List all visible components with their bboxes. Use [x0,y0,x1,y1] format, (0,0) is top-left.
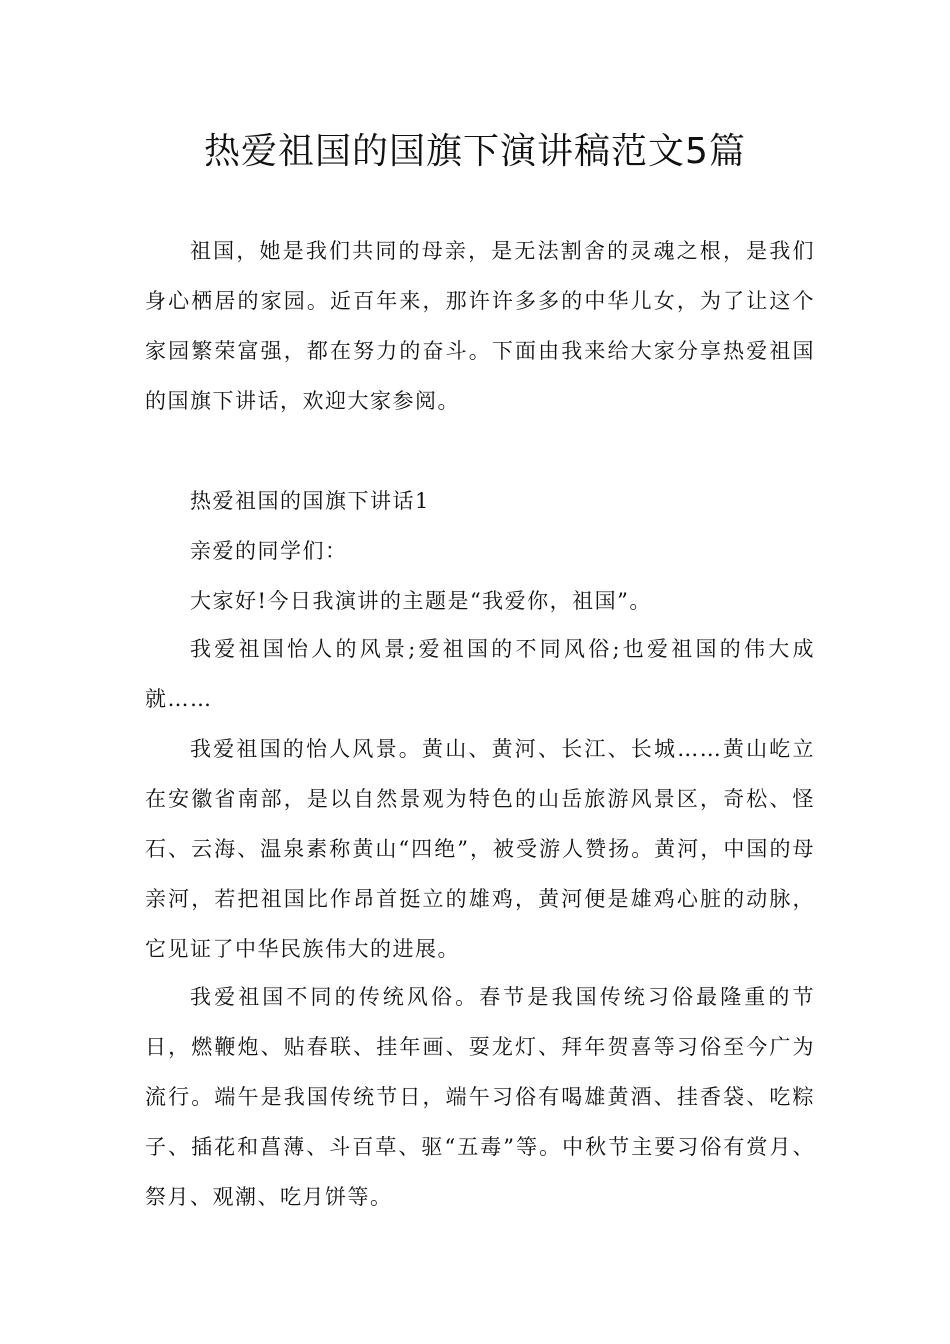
section-heading: 热爱祖国的国旗下讲话1 [190,489,430,513]
salutation: 亲爱的同学们： [190,539,348,563]
body-paragraph: 我爱祖国不同的传统风俗。春节是我国传统习俗最隆重的节日，燃鞭炮、贴春联、挂年画、耍龙灯、拜年贺喜等习俗至今广为流行。端午是我国传统节日，端午习俗有喝雄黄酒、挂香袋、吃粽子、插花和菖薄、斗百草、驱“五毒”等。中秋节主要习俗有赏月、祭月、观潮、吃月饼等。 [145,985,815,1209]
greeting: 大家好!今日我演讲的主题是“我爱你，祖国”。 [190,589,652,613]
body-paragraph: 我爱祖国怡人的风景;爱祖国的不同风俗;也爱祖国的伟大成就…… [145,637,815,711]
body-paragraph: 我爱祖国的怡人风景。黄山、黄河、长江、长城……黄山屹立在安徽省南部，是以自然景观为特色的山岳旅游风景区，奇松、怪石、云海、温泉素称黄山“四绝”，被受游人赞扬。黄河，中国的母亲河，若把祖国比作昂首挺立的雄鸡，黄河便是雄鸡心脏的动脉，它见证了中华民族伟大的进展。 [145,737,815,961]
document-title: 热爱祖国的国旗下演讲稿范文5篇 [204,131,746,172]
intro-paragraph: 祖国，她是我们共同的母亲，是无法割舍的灵魂之根，是我们身心栖居的家园。近百年来，那许许多多的中华儿女，为了让这个家园繁荣富强，都在努力的奋斗。下面由我来给大家分享热爱祖国的国旗下讲话，欢迎大家参阅。 [145,239,815,413]
